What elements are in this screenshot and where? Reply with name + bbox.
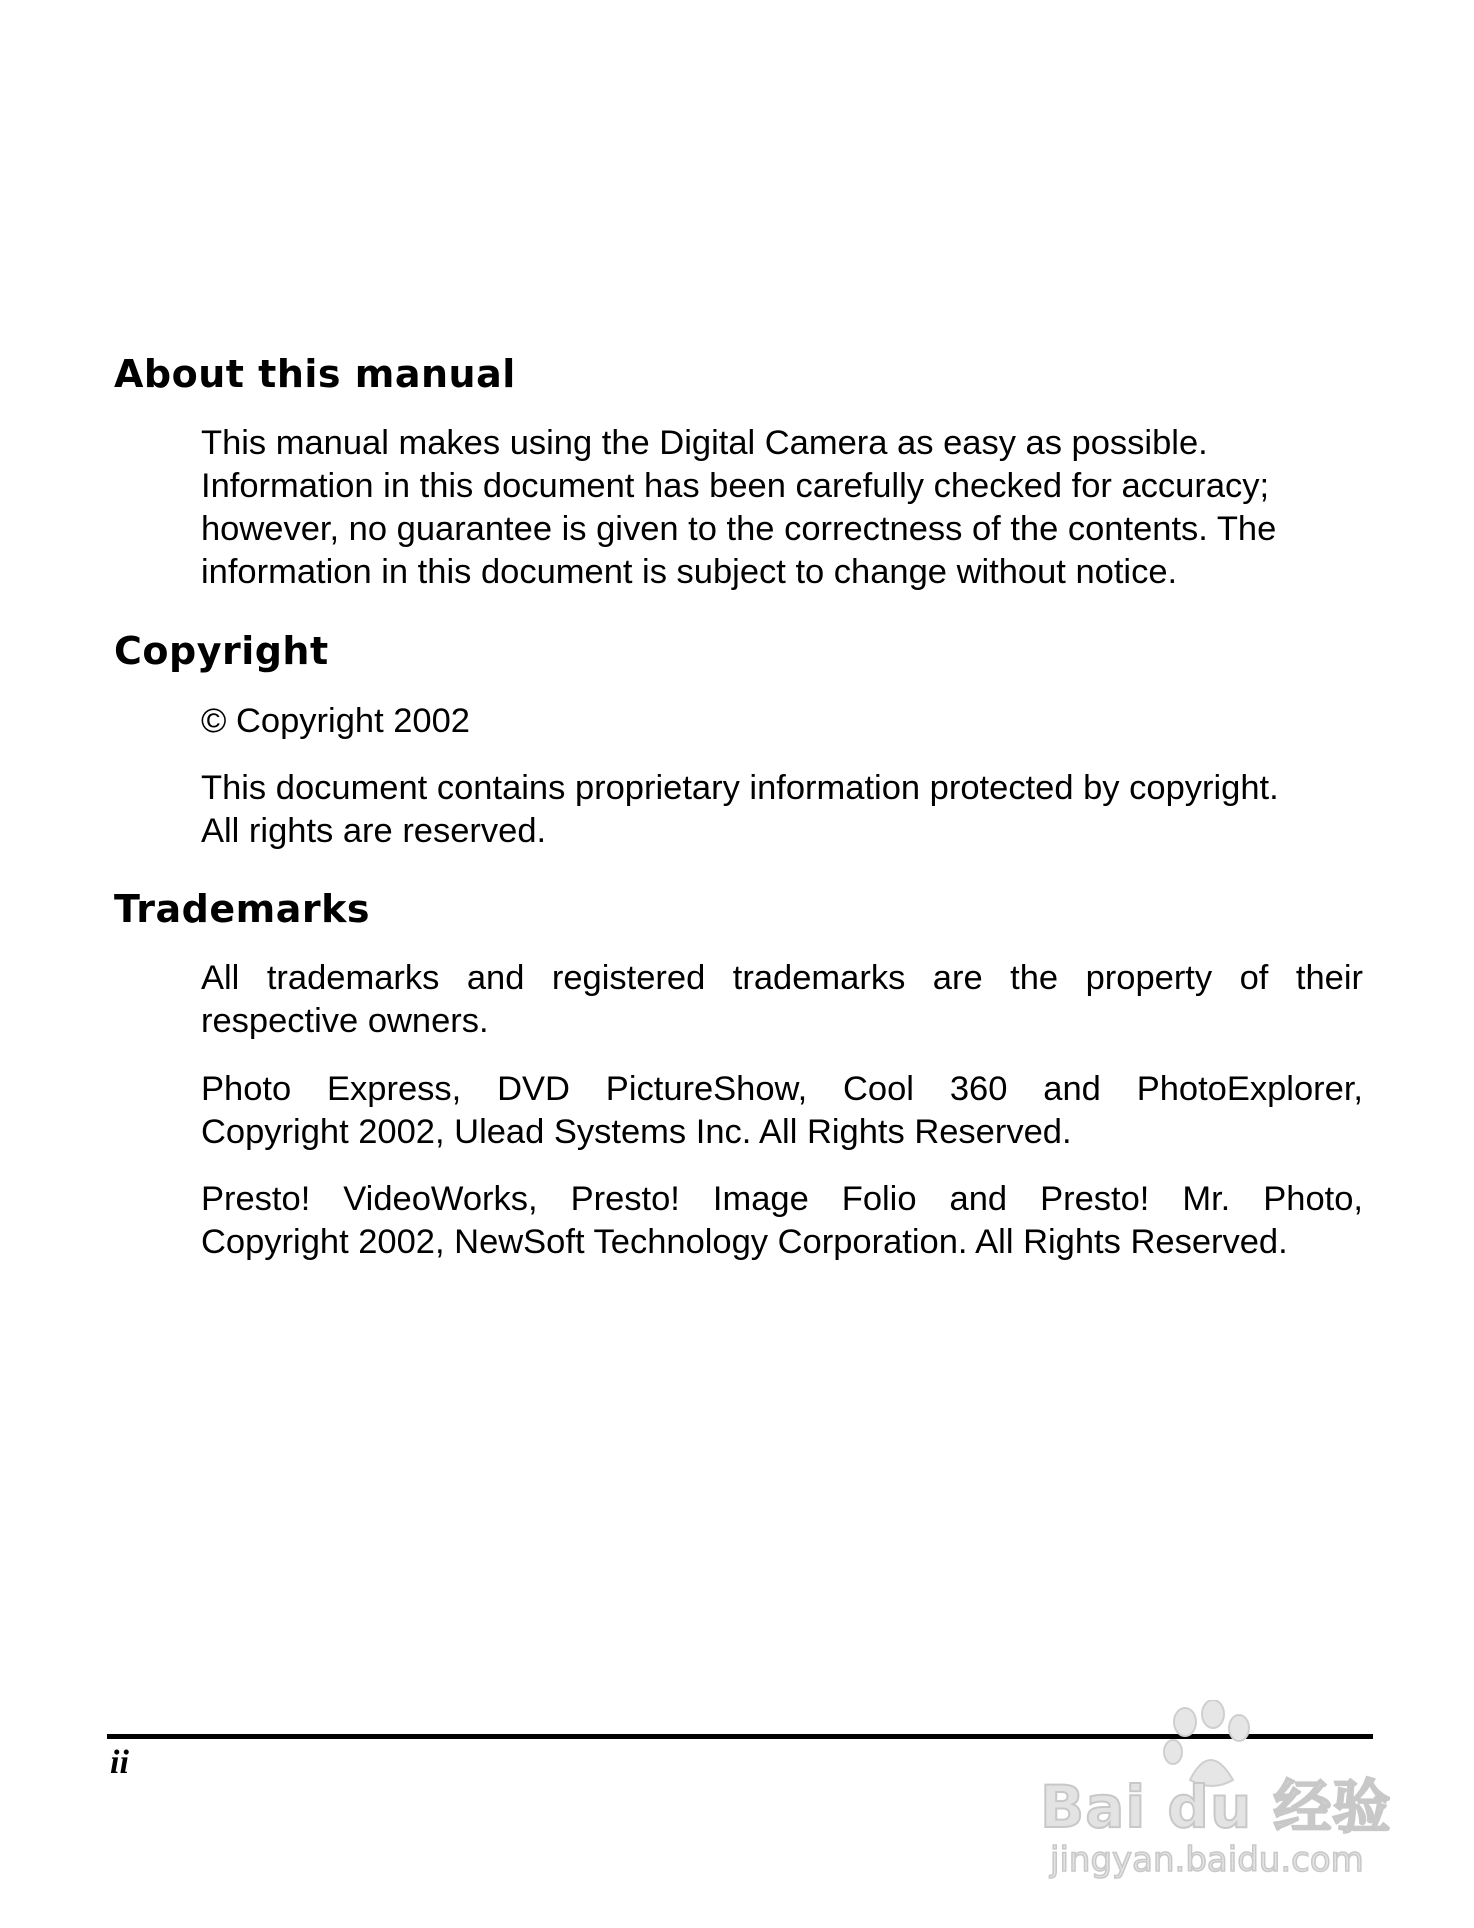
- heading-about-manual: About this manual: [114, 352, 516, 396]
- page-number: ii: [110, 1744, 129, 1781]
- copyright-paragraph: [201, 767, 1363, 853]
- text-line: Copyright 2002, NewSoft Technology Corporation. All Rights Reserved.: [201, 1223, 1288, 1261]
- newsoft-trademark-paragraph: [201, 1178, 1363, 1264]
- text-line: Presto! VideoWorks, Presto! Image Folio and Presto! Mr. Photo,: [201, 1180, 1363, 1218]
- text-line: This document contains proprietary information protected by copyright.: [201, 769, 1279, 807]
- text-line: Information in this document has been carefully checked for accuracy;: [201, 467, 1270, 505]
- text-line: All trademarks and registered trademarks are the property of their: [201, 959, 1363, 997]
- baidu-watermark: [1030, 1700, 1410, 1900]
- text-line: This manual makes using the Digital Camera as easy as possible.: [201, 424, 1208, 462]
- heading-copyright: Copyright: [114, 629, 329, 673]
- text-line: Photo Express, DVD PictureShow, Cool 360 and PhotoExplorer,: [201, 1070, 1363, 1108]
- heading-trademarks: Trademarks: [114, 887, 370, 931]
- text-line: however, no guarantee is given to the correctness of the contents. The: [201, 510, 1277, 548]
- about-manual-paragraph: [201, 422, 1363, 594]
- text-line: © Copyright 2002: [201, 702, 470, 740]
- trademarks-paragraph: [201, 957, 1363, 1043]
- text-line: All rights are reserved.: [201, 812, 547, 850]
- text-line: Copyright 2002, Ulead Systems Inc. All Rights Reserved.: [201, 1113, 1072, 1151]
- ulead-trademark-paragraph: [201, 1068, 1363, 1154]
- text-line: information in this document is subject to change without notice.: [201, 553, 1178, 591]
- watermark-url: jingyan.baidu.com: [1050, 1840, 1364, 1880]
- watermark-brand: Bai du 经验: [1040, 1773, 1392, 1841]
- copyright-year-line: [201, 700, 1363, 743]
- text-line: respective owners.: [201, 1002, 489, 1040]
